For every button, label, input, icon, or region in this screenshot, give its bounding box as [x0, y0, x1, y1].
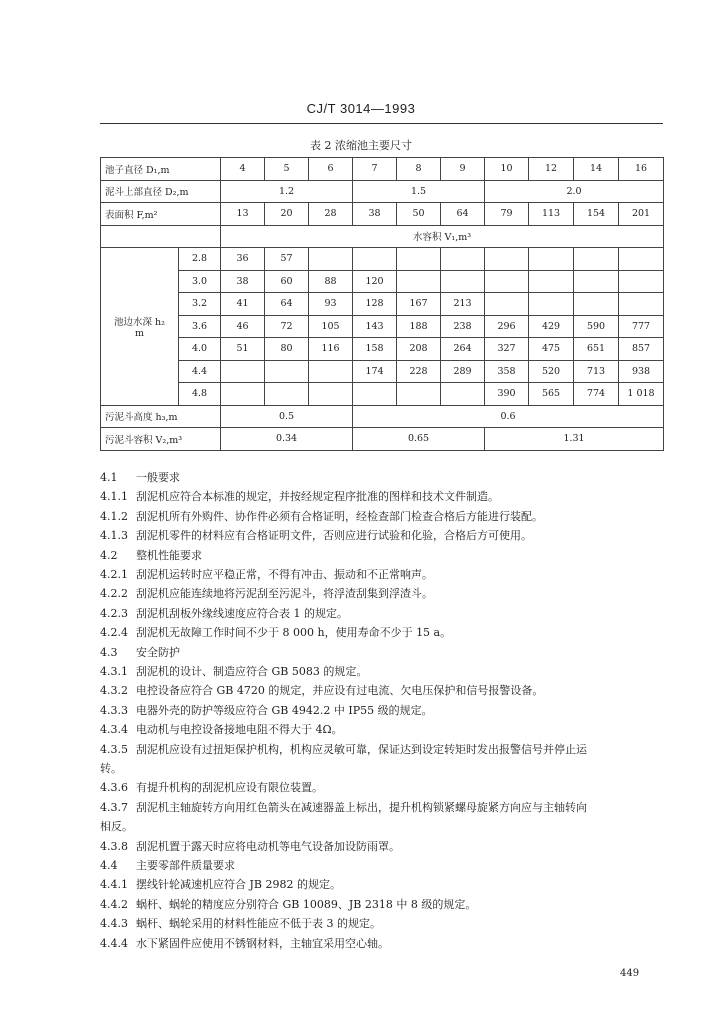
depth-value: 3.0 — [179, 270, 221, 293]
table-cell — [574, 248, 619, 271]
clause-4-3-4 — [100, 721, 663, 738]
table-cell: 128 — [353, 293, 397, 316]
standard-header: CJ/T 3014—1993 — [306, 101, 416, 116]
table-row — [101, 180, 664, 203]
table-cell: 0.6 — [353, 405, 664, 428]
clause-4-1-2 — [100, 508, 663, 525]
clause-4-2-2 — [100, 585, 663, 602]
clause-number: 4.4.4 — [100, 936, 128, 950]
table-row — [101, 315, 664, 338]
table-cell — [574, 270, 619, 293]
clause-number: 4.3.5 — [100, 742, 128, 756]
table-cell: 289 — [441, 360, 485, 383]
row-label: 泥斗上部直径 D₂,m — [101, 180, 221, 203]
table-cell — [353, 248, 397, 271]
clause-text: 主要零部件质量要求 — [136, 859, 235, 872]
clause-text: 电动机与电控设备接地电阻不得大于 4Ω。 — [136, 723, 343, 737]
table-cell: 0.5 — [221, 405, 353, 428]
table-cell: 358 — [485, 360, 529, 383]
clause-number: 4.4.2 — [100, 897, 128, 911]
clause-number: 4.2.4 — [100, 626, 128, 640]
table-cell — [485, 293, 529, 316]
clause-4-4-1 — [100, 876, 663, 893]
table-cell: 105 — [309, 315, 353, 338]
clause-4-2-3 — [100, 605, 663, 622]
clause-4-1-1 — [100, 488, 663, 505]
table-row — [101, 248, 664, 271]
row-label: 表面积 F,m² — [101, 203, 221, 226]
table-row — [101, 360, 664, 383]
table-cell: 475 — [529, 338, 574, 361]
clause-4-1 — [100, 469, 663, 486]
clause-4-2 — [100, 547, 663, 564]
clause-number: 4.2.3 — [100, 606, 128, 620]
clause-text: 水下紧固件应使用不锈钢材料，主轴宜采用空心轴。 — [136, 936, 389, 950]
table-cell: 38 — [353, 203, 397, 226]
row-label: 污泥斗容积 V₂,m³ — [101, 428, 221, 451]
clause-4-3-2 — [100, 682, 663, 699]
clause-number: 4.2 — [100, 548, 118, 562]
table-cell — [309, 360, 353, 383]
table-cell: 0.34 — [221, 428, 353, 451]
table-row — [101, 293, 664, 316]
clause-text: 刮泥机应符合本标准的规定，并按经规定程序批准的图样和技术文件制造。 — [136, 490, 499, 504]
clause-4-4-2 — [100, 896, 663, 913]
table-cell: 938 — [619, 360, 664, 383]
clause-number: 4.1.1 — [100, 490, 128, 504]
table-cell: 113 — [529, 203, 574, 226]
table-cell: 296 — [485, 315, 529, 338]
clause-number: 4.3.6 — [100, 781, 128, 795]
table-cell: 46 — [221, 315, 265, 338]
table-cell — [619, 270, 664, 293]
clause-text: 刮泥机零件的材料应有合格证明文件，否则应进行试验和化验，合格后方可使用。 — [136, 529, 532, 543]
table-cell: 14 — [574, 158, 619, 181]
table-cell — [265, 360, 309, 383]
table-cell — [265, 383, 309, 406]
clause-text: 安全防护 — [136, 645, 180, 659]
table-cell: 80 — [265, 338, 309, 361]
table-cell: 188 — [397, 315, 441, 338]
table-title: 表 2 浓缩池主要尺寸 — [310, 139, 412, 152]
table-cell — [529, 270, 574, 293]
page-number: 449 — [620, 968, 640, 979]
table-cell: 651 — [574, 338, 619, 361]
row-label: 污泥斗高度 h₃,m — [101, 405, 221, 428]
clause-4-3-1 — [100, 663, 663, 680]
table-cell — [619, 293, 664, 316]
clause-4-4 — [100, 857, 663, 874]
clause-number: 4.3.3 — [100, 703, 128, 717]
clause-number: 4.3.4 — [100, 723, 128, 737]
table-cell: 590 — [574, 315, 619, 338]
table-row — [101, 158, 664, 181]
clause-4-3-7 — [100, 799, 663, 816]
table-cell: 64 — [265, 293, 309, 316]
table-cell: 228 — [397, 360, 441, 383]
row-label: 池子直径 D₁,m — [101, 158, 221, 181]
table-cell: 116 — [309, 338, 353, 361]
clause-text: 刮泥机运转时应平稳正常，不得有冲击、振动和不正常响声。 — [136, 568, 433, 581]
table-cell: 774 — [574, 383, 619, 406]
table-cell: 64 — [441, 203, 485, 226]
clause-number: 4.3.7 — [100, 800, 128, 814]
table-cell: 327 — [485, 338, 529, 361]
volume-header: 水容积 V₁,m³ — [221, 225, 664, 248]
table-cell: 208 — [397, 338, 441, 361]
table-cell: 79 — [485, 203, 529, 226]
table-cell: 16 — [619, 158, 664, 181]
table-cell: 1.2 — [221, 180, 353, 203]
clause-number: 4.1.3 — [100, 529, 128, 543]
header-rule — [100, 123, 663, 124]
table-cell — [397, 248, 441, 271]
table-cell: 1.5 — [353, 180, 485, 203]
clause-text: 整机性能要求 — [136, 548, 202, 562]
table-row — [101, 428, 664, 451]
empty-cell — [101, 225, 221, 248]
table-row — [101, 405, 664, 428]
table-row — [101, 203, 664, 226]
clause-4-3-8 — [100, 838, 663, 855]
clause-number: 4.4.3 — [100, 917, 128, 931]
clause-number: 4.3.1 — [100, 665, 128, 678]
table-cell: 93 — [309, 293, 353, 316]
table-cell: 777 — [619, 315, 664, 338]
table-cell — [397, 383, 441, 406]
table-cell — [485, 248, 529, 271]
clause-text: 刮泥机的设计、制造应符合 GB 5083 的规定。 — [136, 665, 368, 678]
clause-4-1-3 — [100, 527, 663, 544]
table-cell — [353, 383, 397, 406]
table-cell: 154 — [574, 203, 619, 226]
clause-text: 刮泥机主轴旋转方向用红色箭头在减速器盖上标出，提升机构锁紧螺母旋紧方向应与主轴转向 — [136, 800, 587, 814]
clause-continuation — [100, 760, 663, 777]
table-row — [101, 225, 664, 248]
table-cell — [221, 383, 265, 406]
table-cell: 38 — [221, 270, 265, 293]
table-cell: 60 — [265, 270, 309, 293]
table-cell — [309, 248, 353, 271]
clause-text: 刮泥机应能连续地将污泥刮至污泥斗，将浮渣刮集到浮渣斗。 — [136, 587, 433, 601]
depth-label-text: 池边水深 h₂ — [114, 316, 165, 328]
clause-number: 4.4 — [100, 859, 118, 872]
table-cell: 8 — [397, 158, 441, 181]
clause-text: 刮泥机刮板外缘线速度应符合表 1 的规定。 — [136, 606, 348, 620]
table-cell: 120 — [353, 270, 397, 293]
dimensions-table — [100, 157, 664, 451]
clause-text: 有提升机构的刮泥机应设有限位装置。 — [136, 781, 323, 795]
table-cell: 50 — [397, 203, 441, 226]
table-cell: 174 — [353, 360, 397, 383]
table-cell — [529, 248, 574, 271]
clause-text: 电控设备应符合 GB 4720 的规定，并应设有过电流、欠电压保护和信号报警设备。 — [136, 684, 544, 698]
depth-label-unit: m — [134, 327, 144, 339]
clause-number: 4.1.2 — [100, 509, 128, 523]
table-cell: 0.65 — [353, 428, 485, 451]
table-cell: 13 — [221, 203, 265, 226]
table-cell: 201 — [619, 203, 664, 226]
clause-4-2-4 — [100, 624, 663, 641]
table-cell: 857 — [619, 338, 664, 361]
clause-4-3 — [100, 644, 663, 661]
table-cell: 1.31 — [485, 428, 664, 451]
clause-text: 摆线针轮减速机应符合 JB 2982 的规定。 — [136, 878, 341, 892]
clause-text: 一般要求 — [136, 471, 180, 484]
table-cell — [441, 248, 485, 271]
table-cell — [309, 383, 353, 406]
table-row — [101, 338, 664, 361]
table-cell: 36 — [221, 248, 265, 271]
depth-value: 3.2 — [179, 293, 221, 316]
table-cell: 6 — [309, 158, 353, 181]
clause-number: 4.1 — [100, 471, 118, 484]
table-cell — [441, 383, 485, 406]
clause-number: 4.3.2 — [100, 684, 128, 698]
depth-value: 3.6 — [179, 315, 221, 338]
depth-value: 4.0 — [179, 338, 221, 361]
clause-continuation — [100, 818, 663, 835]
clause-text: 相反。 — [100, 820, 133, 834]
clause-number: 4.2.1 — [100, 568, 128, 581]
table-cell: 264 — [441, 338, 485, 361]
table-cell: 20 — [265, 203, 309, 226]
table-cell: 4 — [221, 158, 265, 181]
clause-text: 刮泥机置于露天时应将电动机等电气设备加设防雨罩。 — [136, 839, 400, 853]
table-cell: 429 — [529, 315, 574, 338]
table-cell: 28 — [309, 203, 353, 226]
table-cell: 57 — [265, 248, 309, 271]
clause-text: 电器外壳的防护等级应符合 GB 4942.2 中 IP55 级的规定。 — [136, 703, 433, 717]
table-cell: 10 — [485, 158, 529, 181]
table-cell: 238 — [441, 315, 485, 338]
table-cell — [397, 270, 441, 293]
depth-value: 2.8 — [179, 248, 221, 271]
clause-text: 刮泥机应设有过扭矩保护机构，机构应灵敏可靠，保证达到设定转矩时发出报警信号并停止运 — [136, 742, 587, 756]
table-cell: 2.0 — [485, 180, 664, 203]
table-cell: 158 — [353, 338, 397, 361]
table-row — [101, 270, 664, 293]
table-cell: 565 — [529, 383, 574, 406]
table-cell: 713 — [574, 360, 619, 383]
clause-4-3-5 — [100, 741, 663, 758]
table-cell: 213 — [441, 293, 485, 316]
table-cell: 167 — [397, 293, 441, 316]
table-cell: 88 — [309, 270, 353, 293]
table-cell: 51 — [221, 338, 265, 361]
table-cell: 1 018 — [619, 383, 664, 406]
table-cell: 520 — [529, 360, 574, 383]
table-row — [101, 383, 664, 406]
table-cell: 7 — [353, 158, 397, 181]
clause-4-4-4 — [100, 935, 663, 952]
table-cell: 72 — [265, 315, 309, 338]
table-cell — [529, 293, 574, 316]
clause-4-2-1 — [100, 566, 663, 583]
table-cell: 9 — [441, 158, 485, 181]
clause-number: 4.3.8 — [100, 839, 128, 853]
clause-number: 4.4.1 — [100, 878, 128, 892]
clause-text: 蜗杆、蜗轮的精度应分别符合 GB 10089、JB 2318 中 8 级的规定。 — [136, 897, 477, 911]
table-cell — [619, 248, 664, 271]
clause-4-4-3 — [100, 915, 663, 932]
table-cell: 143 — [353, 315, 397, 338]
clause-4-3-6 — [100, 779, 663, 796]
depth-value: 4.8 — [179, 383, 221, 406]
clause-text: 刮泥机所有外购件、协作件必须有合格证明，经检查部门检查合格后方能进行装配。 — [136, 509, 543, 523]
table-cell — [485, 270, 529, 293]
table-cell — [441, 270, 485, 293]
table-cell — [221, 360, 265, 383]
table-cell — [574, 293, 619, 316]
clause-text: 蜗杆、蜗轮采用的材料性能应不低于表 3 的规定。 — [136, 917, 381, 931]
clause-4-3-3 — [100, 702, 663, 719]
clause-text: 刮泥机无故障工作时间不少于 8 000 h，使用寿命不少于 15 a。 — [136, 626, 452, 640]
depth-label — [101, 248, 179, 406]
table-cell: 5 — [265, 158, 309, 181]
clause-number: 4.3 — [100, 645, 118, 659]
depth-value: 4.4 — [179, 360, 221, 383]
clause-number: 4.2.2 — [100, 587, 128, 601]
table-cell: 41 — [221, 293, 265, 316]
table-cell: 12 — [529, 158, 574, 181]
table-cell: 390 — [485, 383, 529, 406]
clause-text: 转。 — [100, 762, 122, 775]
